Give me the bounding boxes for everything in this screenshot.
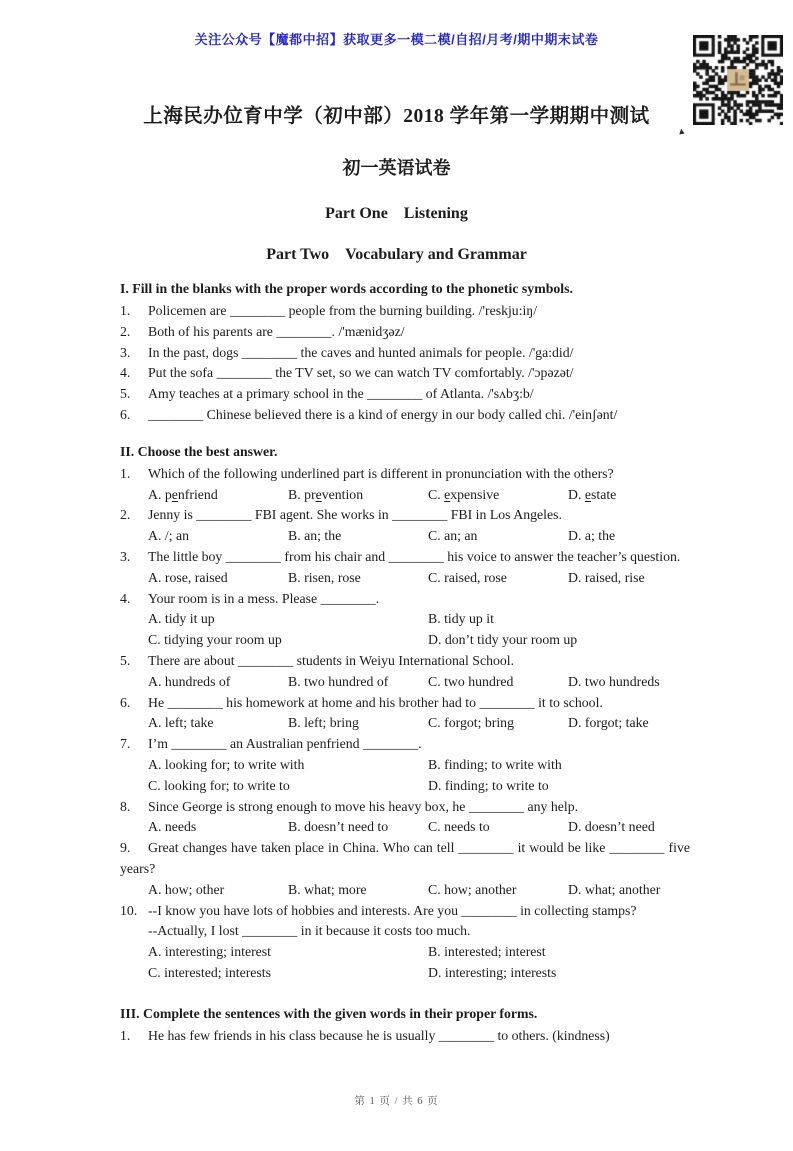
option-label: C. how; another [428, 881, 517, 897]
question-line [120, 343, 690, 364]
option-label: A. looking for; to write with [148, 756, 305, 772]
option-label: D. what; another [568, 881, 661, 897]
question-number: 5. [120, 386, 131, 402]
exam-subtitle: 初一英语试卷 [342, 158, 451, 178]
option-label: C. interested; interests [148, 964, 271, 980]
question [120, 589, 690, 651]
exam-body [120, 280, 690, 1047]
question-text: years? [120, 860, 156, 876]
question-line [120, 1026, 690, 1047]
question-number: 2. [120, 507, 131, 523]
option-label: D. interesting; interests [428, 964, 557, 980]
option-label: B. interested; interest [428, 944, 546, 960]
section1-items [120, 301, 690, 426]
question-number: 4. [120, 590, 131, 606]
option-label: A. how; other [148, 881, 225, 897]
question-text: He has few friends in his class because he is usually ________ to others. (kindness) [148, 1027, 610, 1043]
header-banner-link[interactable]: 关注公众号【魔都中招】获取更多一模二模/自招/月考/期中期末试卷 [194, 32, 599, 47]
options-grid [120, 568, 690, 589]
question-number: 4. [120, 365, 131, 381]
question-text: Both of his parents are ________. /'mænidʒəz/ [148, 323, 405, 339]
question-line [120, 921, 690, 942]
options-grid [120, 755, 690, 797]
options-grid [120, 526, 690, 547]
question-line [120, 384, 690, 405]
question-number: 7. [120, 736, 131, 752]
option-label: B. risen, rose [288, 569, 361, 585]
question-number: 6. [120, 694, 131, 710]
question-number: 1. [120, 465, 131, 481]
option-label: C. needs to [428, 819, 490, 835]
question-text: In the past, dogs ________ the caves and hunted animals for people. /'ga:did/ [148, 344, 574, 360]
option-label: D. forgot; take [568, 715, 649, 731]
question [120, 651, 690, 693]
question [120, 901, 690, 984]
options-grid [120, 817, 690, 838]
options-grid [120, 942, 690, 984]
question-number: 6. [120, 406, 131, 422]
question-line [120, 734, 690, 755]
option-label: C. an; an [428, 528, 478, 544]
wechat-qr-code [693, 35, 783, 125]
question-line [120, 651, 690, 672]
question-line [120, 464, 690, 485]
option-label: C. forgot; bring [428, 715, 514, 731]
option-label: B. doesn’t need to [288, 819, 389, 835]
question [120, 734, 690, 796]
question-line [120, 363, 690, 384]
option-label: C. tidying your room up [148, 632, 282, 648]
question-text: --Actually, I lost ________ in it because it costs too much. [148, 923, 471, 939]
option-label: B. left; bring [288, 715, 359, 731]
options-grid [120, 880, 690, 901]
question-number: 5. [120, 652, 131, 668]
question [120, 547, 690, 589]
option-label: D. finding; to write to [428, 777, 549, 793]
question-text: Jenny is ________ FBI agent. She works in ________ FBI in Los Angeles. [148, 507, 562, 523]
question-text: The little boy ________ from his chair and ________ his voice to answer the teacher’s question. [148, 548, 681, 564]
options-grid [120, 609, 690, 651]
question-number: 3. [120, 344, 131, 360]
option-label: D. doesn’t need [568, 819, 655, 835]
exam-page [0, 29, 793, 1107]
question-text: There are about ________ students in Weiyu International School. [148, 652, 515, 668]
question-number: 8. [120, 798, 131, 814]
option-label: C. expensive [428, 486, 500, 502]
option-label: B. an; the [288, 528, 342, 544]
question-line [120, 405, 690, 426]
options-grid [120, 672, 690, 693]
option-label: A. rose, raised [148, 569, 228, 585]
question-number: 10. [120, 902, 138, 918]
question-number: 1. [120, 1027, 131, 1043]
option-label: D. raised, rise [568, 569, 645, 585]
option-label: B. two hundred of [288, 673, 389, 689]
options-grid [120, 485, 690, 506]
question [120, 797, 690, 839]
option-label: D. two hundreds [568, 673, 660, 689]
question [120, 505, 690, 547]
option-label: A. hundreds of [148, 673, 231, 689]
question-number: 2. [120, 323, 131, 339]
question-line [120, 693, 690, 714]
option-label: C. two hundred [428, 673, 514, 689]
option-label: D. a; the [568, 528, 616, 544]
question-text: Your room is in a mess. Please ________. [148, 590, 380, 606]
option-label: D. don’t tidy your room up [428, 632, 578, 648]
question-text: Great changes have taken place in China. Who can tell ________ it would be like ________ five [148, 840, 690, 856]
option-label: C. raised, rose [428, 569, 507, 585]
question-line [120, 859, 690, 880]
option-label: C. looking for; to write to [148, 777, 290, 793]
question-number: 9. [120, 840, 131, 856]
option-label: B. what; more [288, 881, 367, 897]
option-label: D. estate [568, 486, 617, 502]
option-label: B. finding; to write with [428, 756, 562, 772]
option-label: A. needs [148, 819, 197, 835]
options-grid [120, 713, 690, 734]
question-text: He ________ his homework at home and his brother had to ________ it to school. [148, 694, 603, 710]
question-text: --I know you have lots of hobbies and interests. Are you ________ in collecting stamps? [148, 902, 637, 918]
question-text: I’m ________ an Australian penfriend ________. [148, 736, 422, 752]
question-line [120, 547, 690, 568]
question [120, 693, 690, 735]
question-text: Put the sofa ________ the TV set, so we can watch TV comfortably. /'ɔpəzət/ [148, 365, 574, 381]
question-number: 3. [120, 548, 131, 564]
question-line [120, 838, 690, 859]
question-line [120, 301, 690, 322]
exam-title: 上海民办位育中学（初中部）2018 学年第一学期期中测试 [143, 106, 650, 127]
option-label: B. prevention [288, 486, 364, 502]
option-label: A. penfriend [148, 486, 218, 502]
question-line [120, 901, 690, 922]
question [120, 838, 690, 900]
question-line [120, 505, 690, 526]
option-label: B. tidy up it [428, 611, 494, 627]
question-line [120, 322, 690, 343]
page-footer: 第 1 页 / 共 6 页 [354, 1096, 439, 1107]
question [120, 464, 690, 506]
option-label: A. /; an [148, 528, 189, 544]
section1-heading: I. Fill in the blanks with the proper words according to the phonetic symbols. [120, 281, 573, 296]
question-text: Amy teaches at a primary school in the ________ of Atlanta. /'sʌbʒ:b/ [148, 386, 534, 402]
question-number: 1. [120, 303, 131, 318]
question-text: Since George is strong enough to move his heavy box, he ________ any help. [148, 798, 579, 814]
option-label: A. left; take [148, 715, 214, 731]
section2-questions [120, 464, 690, 984]
option-label: A. interesting; interest [148, 944, 271, 960]
section2-heading: II. Choose the best answer. [120, 443, 278, 459]
stray-mark: ▲ [676, 125, 687, 137]
question-text: Which of the following underlined part is different in pronunciation with the others? [148, 465, 614, 481]
question-line [120, 589, 690, 610]
part-two-heading: Part Two Vocabulary and Grammar [266, 246, 527, 263]
question-text: Policemen are ________ people from the burning building. /'reskju:iŋ/ [148, 303, 538, 318]
part-one-heading: Part One Listening [325, 205, 468, 222]
option-label: A. tidy it up [148, 611, 215, 627]
question-line [120, 797, 690, 818]
section3-items [120, 1026, 690, 1047]
section3-heading: III. Complete the sentences with the given words in their proper forms. [120, 1005, 538, 1021]
question-text: ________ Chinese believed there is a kind of energy in our body called chi. /'einʃənt/ [148, 406, 618, 422]
